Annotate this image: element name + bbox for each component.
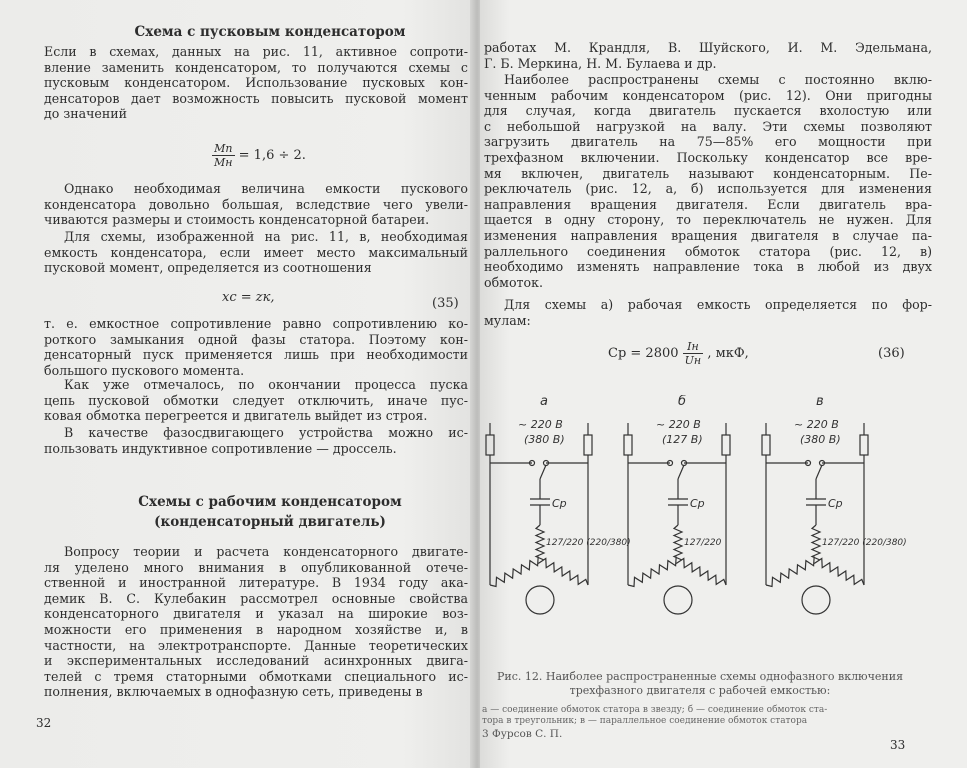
diagram-letter: а — [540, 395, 548, 409]
text-line: щается в одну сторону, то переключатель не нужен. Для — [484, 212, 932, 228]
diagram-voltage: ~ 220 В — [794, 418, 839, 431]
supply-wiring — [490, 455, 588, 585]
paragraph-5 — [44, 377, 468, 424]
diagram-letter: в — [816, 395, 824, 409]
text-line: пусковой момент, определяется из соотношения — [44, 260, 372, 276]
paragraph-7 — [44, 544, 468, 700]
text-line: Однако необходимая величина емкости пускового — [64, 181, 468, 196]
text-line: изменения направления вращения двигателя в случае па- — [484, 227, 932, 243]
stator-winding — [676, 559, 726, 586]
formula-35: xс = zк, — [222, 290, 275, 305]
figure-legend-1: а — соединение обмоток статора в звезду; б — соединение обмоток ста- — [482, 705, 828, 715]
figure-legend-2: тора в треугольник; в — параллельное соединение обмоток статора — [482, 716, 808, 726]
text-line: до значений — [44, 106, 128, 122]
text-line: полнения, включаемых в однофазную сеть, приведены в — [44, 684, 423, 700]
stator-winding — [628, 556, 676, 586]
caption-line-1: Рис. 12. Наиболее распространенные схемы однофазного включения — [496, 670, 904, 683]
paragraph-r1 — [484, 40, 932, 71]
text-line: и экспериментальных исследований асинхронных двига- — [44, 653, 468, 669]
text-line: раллельного соединения обмоток статора (рис. 12, в) — [484, 243, 932, 259]
paragraph-2 — [44, 181, 468, 228]
formula-value: = 1,6 ÷ 2. — [238, 148, 306, 163]
winding-label: 127/220 — [684, 538, 722, 548]
stator-winding — [766, 556, 814, 586]
formula-torque-ratio — [212, 142, 306, 169]
text-line: емкость конденсатора, если имеет место максимальный — [44, 244, 468, 260]
text-line: Для схемы а) рабочая емкость определяется по фор- — [504, 297, 932, 312]
text-line: ственной и иностранной литературе. В 1934 году ака- — [44, 575, 468, 591]
formula-denominator: Uн — [684, 354, 702, 367]
text-line: денсаторный пуск применяется лишь при необходимости — [44, 347, 468, 363]
capacitor-label: Cр — [690, 497, 705, 510]
stator-winding — [674, 525, 682, 560]
paragraph-r2 — [484, 72, 932, 290]
terminal-left — [624, 435, 632, 455]
text-line: ля уделено много внимания в опубликованной отече- — [44, 559, 468, 575]
text-line: ченным рабочим конденсатором (рис. 12). Они пригодны — [484, 87, 932, 103]
text-line: Как уже отмечалось, по окончании процесса пуска — [64, 377, 468, 392]
text-line: В качестве фазосдвигающего устройства можно ис- — [64, 425, 468, 440]
text-line: частности, на электротранспорте. Данные теоретических — [44, 637, 468, 653]
equation-number-36: (36) — [878, 346, 905, 361]
text-line: работах М. Крандля, В. Шуйского, И. М. Эдельмана, — [484, 40, 932, 55]
text-line: чиваются размеры и стоимость конденсаторной батареи. — [44, 212, 430, 228]
switch-blade — [540, 465, 546, 479]
supply-wiring — [766, 455, 864, 585]
text-line: большого пускового момента. — [44, 362, 245, 378]
heading-starting-capacitor: Схема с пусковым конденсатором — [134, 24, 406, 40]
text-line: Г. Б. Меркина, Н. М. Булаева и др. — [484, 55, 717, 71]
formula-unit: , мкФ, — [707, 346, 749, 361]
diagram-2 — [624, 395, 730, 614]
switch-blade — [678, 465, 684, 479]
text-line: Если в схемах, данных на рис. 11, активное сопроти- — [44, 44, 468, 59]
page-number-left: 32 — [36, 716, 52, 730]
text-line: реключатель (рис. 12, а, б) используется для изменения — [484, 181, 932, 197]
diagram-voltage: ~ 220 В — [656, 418, 701, 431]
text-line: вление заменить конденсатором, то получаются схемы с — [44, 59, 468, 75]
diagram-voltage-alt: (380 В) — [800, 433, 841, 446]
stator-winding — [814, 559, 864, 586]
text-line: Для схемы, изображенной на рис. 11, в, необходимая — [64, 229, 468, 244]
text-line: для случая, когда двигатель пускается вхолостую или — [484, 103, 932, 119]
text-line: цепь пусковой обмотки следует отключить, иначе пус- — [44, 392, 468, 408]
formula-numerator: Mп — [212, 142, 235, 156]
paragraph-6 — [44, 425, 468, 456]
text-line: мулам: — [484, 312, 531, 328]
text-line: ковая обмотка перегреется и двигатель выйдет из строя. — [44, 408, 428, 424]
paragraph-3 — [44, 229, 468, 276]
text-line: с небольшой нагрузкой на валу. Эти схемы позволяют — [484, 118, 932, 134]
text-line: денсаторов дает возможность повысить пусковой момент — [44, 90, 468, 106]
capacitor-label: Cр — [828, 497, 843, 510]
signature-footer: 3 Фурсов С. П. — [482, 728, 563, 740]
text-line: Наиболее распространены схемы с постоянно вклю- — [504, 72, 932, 87]
winding-label: 127/220 (220/380) — [822, 538, 907, 548]
text-line: пользовать индуктивное сопротивление — дроссель. — [44, 440, 397, 456]
terminal-left — [486, 435, 494, 455]
diagram-voltage-alt: (127 В) — [662, 433, 703, 446]
paragraph-4 — [44, 316, 468, 378]
text-line: можности его применения в народном хозяйстве и, в — [44, 621, 468, 637]
terminal-left — [762, 435, 770, 455]
text-line: телей с тремя статорными обмотками специального ис- — [44, 668, 468, 684]
paragraph-1 — [44, 44, 468, 122]
rotor-circle — [802, 586, 830, 614]
text-line: трехфазном включении. Поскольку конденсатор все вре- — [484, 149, 932, 165]
diagram-1 — [486, 395, 631, 614]
terminal-right — [584, 435, 592, 455]
text-line: обмоток. — [484, 274, 543, 290]
paragraph-r3 — [484, 297, 932, 328]
terminal-right — [722, 435, 730, 455]
stator-winding — [538, 559, 588, 586]
text-line: направления вращения двигателя. Если двигатель вра- — [484, 196, 932, 212]
figure-caption — [480, 670, 920, 698]
text-line: т. е. емкостное сопротивление равно сопротивлению ко- — [44, 316, 468, 331]
winding-label: 127/220 (220/380) — [546, 538, 631, 548]
text-line: конденсатора довольно большая, вследствие чего увели- — [44, 196, 468, 212]
supply-wiring — [628, 455, 726, 585]
text-line: мя включен, двигатель называют конденсаторным. Пе- — [484, 165, 932, 181]
diagram-3 — [762, 395, 907, 614]
formula-numerator: Iн — [683, 340, 704, 354]
heading-capacitor-motor: (конденсаторный двигатель) — [154, 514, 386, 530]
stator-winding — [812, 525, 820, 560]
equation-number-35: (35) — [432, 296, 459, 311]
formula-lhs: Cр = 2800 — [608, 346, 679, 361]
right-page — [480, 0, 967, 768]
terminal-right — [860, 435, 868, 455]
capacitor-label: Cр — [552, 497, 567, 510]
text-line: необходимо изменять направление тока в любой из двух — [484, 259, 932, 275]
rotor-circle — [664, 586, 692, 614]
caption-line-2: трехфазного двигателя с рабочей емкостью: — [569, 684, 831, 697]
stator-winding — [490, 556, 538, 586]
left-page — [0, 0, 474, 768]
diagram-voltage-alt: (380 В) — [524, 433, 565, 446]
rotor-circle — [526, 586, 554, 614]
figure-12-circuit-diagrams — [480, 395, 967, 655]
formula-denominator: Mн — [214, 156, 233, 169]
diagram-letter: б — [678, 395, 687, 409]
text-line: Вопросу теории и расчета конденсаторного двигате- — [64, 544, 468, 559]
text-line: конденсаторного двигателя и указал на широкие воз- — [44, 606, 468, 622]
text-line: роткого замыкания одной фазы статора. Поэтому кон- — [44, 331, 468, 347]
heading-running-capacitor: Схемы с рабочим конденсатором — [138, 494, 402, 510]
text-line: загрузить двигатель на 75—85% его мощности при — [484, 134, 932, 150]
formula-36 — [608, 340, 749, 367]
switch-blade — [816, 465, 822, 479]
page-number-right: 33 — [890, 738, 906, 752]
text-line: пусковым конденсатором. Использование пусковых кон- — [44, 75, 468, 91]
stator-winding — [536, 525, 544, 560]
diagram-voltage: ~ 220 В — [518, 418, 563, 431]
text-line: демик В. С. Кулебакин рассмотрел основные свойства — [44, 590, 468, 606]
